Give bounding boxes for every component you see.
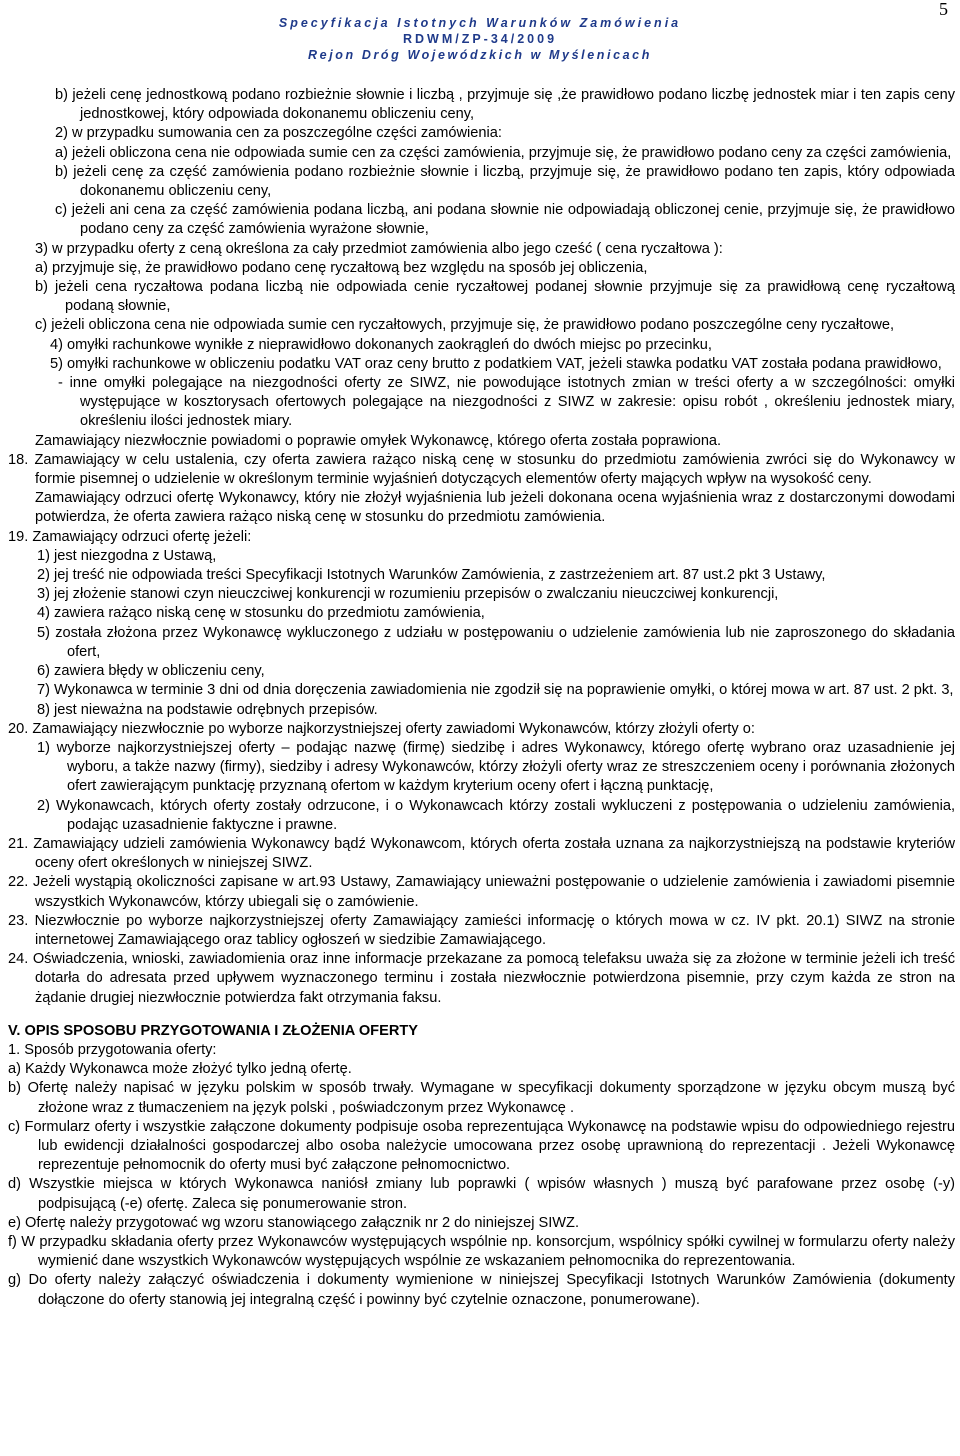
header-organization: Rejon Dróg Wojewódzkich w Myślenicach bbox=[308, 48, 652, 62]
paragraph: 23. Niezwłocznie po wyborze najkorzystniejszej oferty Zamawiający zamieści informację o których mowa w cz. IV pkt. 20.1) SIWZ na stronie internetowej Zamawiającego oraz tablicy ogłoszeń w siedzibie Zamawiającego. bbox=[8, 912, 955, 948]
paragraph: 8) jest nieważna na podstawie odrębnych przepisów. bbox=[37, 701, 378, 718]
section-item: d) Wszystkie miejsca w których Wykonawca naniósł zmiany lub poprawki ( wpisów własnych ) muszą być parafowane przez osobę (-y) podpisującą (-e) ofertę. Zaleca się ponumerowanie stron. bbox=[8, 1176, 955, 1212]
document-body bbox=[0, 86, 960, 1310]
paragraph: 18. Zamawiający w celu ustalenia, czy oferta zawiera rażąco niską cenę w stosunku do przedmiotu zamówienia zwróci się do Wykonawcy w formie pisemnej o udzielenie w określonym terminie wyjaśnień dotyczących elementów oferty mających wpływ na wysokość ceny. bbox=[8, 451, 955, 488]
paragraph: b) jeżeli cenę za część zamówienia podano rozbieżnie słownie i liczbą, przyjmuje się, że prawidłowo podano ten zapis, który odpowiada dokonanemu obliczeniu ceny, bbox=[55, 163, 955, 200]
paragraph: 1) jest niezgodna z Ustawą, bbox=[37, 547, 217, 564]
paragraph: 6) zawiera błędy w obliczeniu ceny, bbox=[37, 663, 265, 680]
paragraph: 5) została złożona przez Wykonawcę wykluczonego z udziału w postępowaniu o udzielenie zamówienia lub nie zaproszonego do składania ofert, bbox=[37, 624, 955, 660]
paragraph: a) przyjmuje się, że prawidłowo podano cenę ryczałtową bez względu na sposób jej obliczenia, bbox=[35, 259, 648, 276]
paragraph: 4) omyłki rachunkowe wynikłe z nieprawidłowo dokonanych zaokrągleń do dwóch miejsc po przecinku, bbox=[50, 336, 712, 353]
paragraph: 3) w przypadku oferty z ceną określona za cały przedmiot zamówienia albo jego cześć ( cena ryczałtowa ): bbox=[35, 240, 723, 257]
paragraph: Zamawiający odrzuci ofertę Wykonawcy, który nie złożył wyjaśnienia lub jeżeli dokonana ocena wyjaśnienia wraz z dostarczonymi dowodami potwierdza, że oferta zawiera rażąco niską cenę w stosunku do przedmiotu zamówienia. bbox=[35, 490, 955, 526]
section-item-list bbox=[0, 1041, 960, 1310]
paragraph: 2) w przypadku sumowania cen za poszczególne części zamówienia: bbox=[55, 125, 502, 142]
paragraph: c) jeżeli obliczona cena nie odpowiada sumie cen ryczałtowych, przyjmuje się, że prawidłowo podano poszczególne ceny ryczałtowe, bbox=[35, 317, 895, 334]
header-reference-number: RDWM/ZP-34/2009 bbox=[402, 32, 558, 46]
paragraph-list bbox=[0, 86, 960, 1008]
page-number: 5 bbox=[939, 0, 948, 19]
section-item: e) Ofertę należy przygotować wg wzoru stanowiącego załącznik nr 2 do niniejszej SIWZ. bbox=[8, 1214, 580, 1231]
paragraph: 1) wyborze najkorzystniejszej oferty – podając nazwę (firmę) siedzibę i adres Wykonawcy, którego ofertę wybrano oraz uzasadnienie jej wyboru, a także nazwy (firmy), siedziby i adresy Wykonawców, którzy złożyli oferty wraz ze streszczeniem oceny i porównania złożonych ofert zawierającym punktację przyznaną ofertom w każdym kryterium oceny ofert i łączną punktację, bbox=[37, 739, 955, 795]
paragraph: Zamawiający niezwłocznie powiadomi o poprawie omyłek Wykonawcę, którego oferta została poprawiona. bbox=[35, 432, 722, 449]
paragraph: 7) Wykonawca w terminie 3 dni od dnia doręczenia zawiadomienia nie zgodził się na poprawienie omyłki, o której mowa w art. 87 ust. 2 pkt. 3, bbox=[37, 682, 954, 699]
paragraph: 24. Oświadczenia, wnioski, zawiadomienia oraz inne informacje przekazane za pomocą telefaksu uważa się za złożone w terminie jeżeli ich treść dotarła do adresata przed upływem wyznaczonego terminu i została niezwłocznie potwierdzona pisemnie, przy czym każda ze stron na żądanie drugiej niezwłocznie potwierdza fakt otrzymania faksu. bbox=[8, 951, 955, 1006]
section-heading: V. OPIS SPOSOBU PRZYGOTOWANIA I ZŁOŻENIA OFERTY bbox=[8, 1022, 419, 1039]
paragraph: a) jeżeli obliczona cena nie odpowiada sumie cen za części zamówienia, przyjmuje się, że prawidłowo podano ceny za części zamówienia, bbox=[55, 144, 952, 161]
section-item: b) Ofertę należy napisać w języku polskim w sposób trwały. Wymagane w specyfikacji dokumenty sporządzone w języku obcym muszą być złożone wraz z tłumaczeniem na język polski , poświadczonym przez Wykonawcę . bbox=[8, 1080, 955, 1116]
paragraph: 21. Zamawiający udzieli zamówienia Wykonawcy bądź Wykonawcom, których oferta została uznana za najkorzystniejszą na podstawie kryteriów oceny ofert określonych w niniejszej SIWZ. bbox=[8, 835, 955, 872]
section-item: 1. Sposób przygotowania oferty: bbox=[8, 1041, 217, 1058]
paragraph: 22. Jeżeli wystąpią okoliczności zapisane w art.93 Ustawy, Zamawiający unieważni postępowanie o udzielenie zamówienia i zawiadomi pisemnie wszystkich Wykonawców, którzy ubiegali się o zamówienie. bbox=[8, 874, 955, 910]
section-item: f) W przypadku składania oferty przez Wykonawców występujących wspólnie np. konsorcjum, wspólnicy spółki cywilnej w formularzu oferty należy wymienić dane wszystkich Wykonawców występujących wspólnie ze wskazaniem pełnomocnika do reprezentowania. bbox=[8, 1233, 955, 1270]
paragraph: 4) zawiera rażąco niską cenę w stosunku do przedmiotu zamówienia, bbox=[37, 605, 485, 622]
paragraph: 19. Zamawiający odrzuci ofertę jeżeli: bbox=[8, 528, 252, 545]
paragraph: 5) omyłki rachunkowe w obliczeniu podatku VAT oraz ceny brutto z podatkiem VAT, jeżeli stawka podatku VAT została podana prawidłowo, bbox=[50, 355, 942, 372]
paragraph: - inne omyłki polegające na niezgodności oferty ze SIWZ, nie powodujące istotnych zmian w treści oferty a w szczególności: omyłki występujące w kosztorysach ofertowych polegające na niezgodności z SIWZ w zakresie: opisu robót , określeniu jednostek miary, określeniu ilości jednostek miary. bbox=[58, 375, 955, 430]
section-item: c) Formularz oferty i wszystkie załączone dokumenty podpisuje osoba reprezentująca Wykonawcę na podstawie wpisu do odpowiedniego rejestru lub ewidencji działalności gospodarczej albo osoba należycie umocowana przez osobę uprawnioną do reprezentacji . Jeżeli Wykonawcę reprezentuje pełnomocnik do oferty musi być załączone pełnomocnictwo. bbox=[8, 1118, 955, 1174]
section-item: a) Każdy Wykonawca może złożyć tylko jedną ofertę. bbox=[8, 1061, 352, 1078]
paragraph: b) jeżeli cena ryczałtowa podana liczbą nie odpowiada cenie ryczałtowej podanej słownie przyjmuje się za prawidłową cenę ryczałtową podaną słownie, bbox=[35, 279, 955, 315]
paragraph: 3) jej złożenie stanowi czyn nieuczciwej konkurencji w rozumieniu przepisów o zwalczaniu nieuczciwej konkurencji, bbox=[37, 586, 779, 603]
header-document-title: Specyfikacja Istotnych Warunków Zamówienia bbox=[278, 16, 682, 30]
paragraph: 2) jej treść nie odpowiada treści Specyfikacji Istotnych Warunków Zamówienia, z zastrzeżeniem art. 87 ust.2 pkt 3 Ustawy, bbox=[37, 567, 826, 584]
paragraph: b) jeżeli cenę jednostkową podano rozbieżnie słownie i liczbą , przyjmuje się ,że prawidłowo podano liczbę jednostek miar i ten zapis ceny jednostkowej, który odpowiada dokonanemu obliczeniu ceny, bbox=[55, 87, 955, 123]
paragraph: 2) Wykonawcach, których oferty zostały odrzucone, i o Wykonawcach którzy zostali wykluczeni z postępowania o udzieleniu zamówienia, podając uzasadnienie faktyczne i prawne. bbox=[37, 797, 955, 833]
section-item: g) Do oferty należy załączyć oświadczenia i dokumenty wymienione w niniejszej Specyfikacji Istotnych Warunków Zamówienia (dokumenty dołączone do oferty stanowią jej integralną część i powinny być czytelnie oznaczone, ponumerowane). bbox=[8, 1272, 955, 1308]
paragraph: 20. Zamawiający niezwłocznie po wyborze najkorzystniejszej oferty zawiadomi Wykonawców, którzy złożyli oferty o: bbox=[8, 720, 755, 737]
paragraph: c) jeżeli ani cena za część zamówienia podana liczbą, ani podana słownie nie odpowiadają obliczonej cenie, przyjmuje się, że prawidłowo podano ceny za część zamówienia wyrażone słownie, bbox=[55, 202, 955, 238]
